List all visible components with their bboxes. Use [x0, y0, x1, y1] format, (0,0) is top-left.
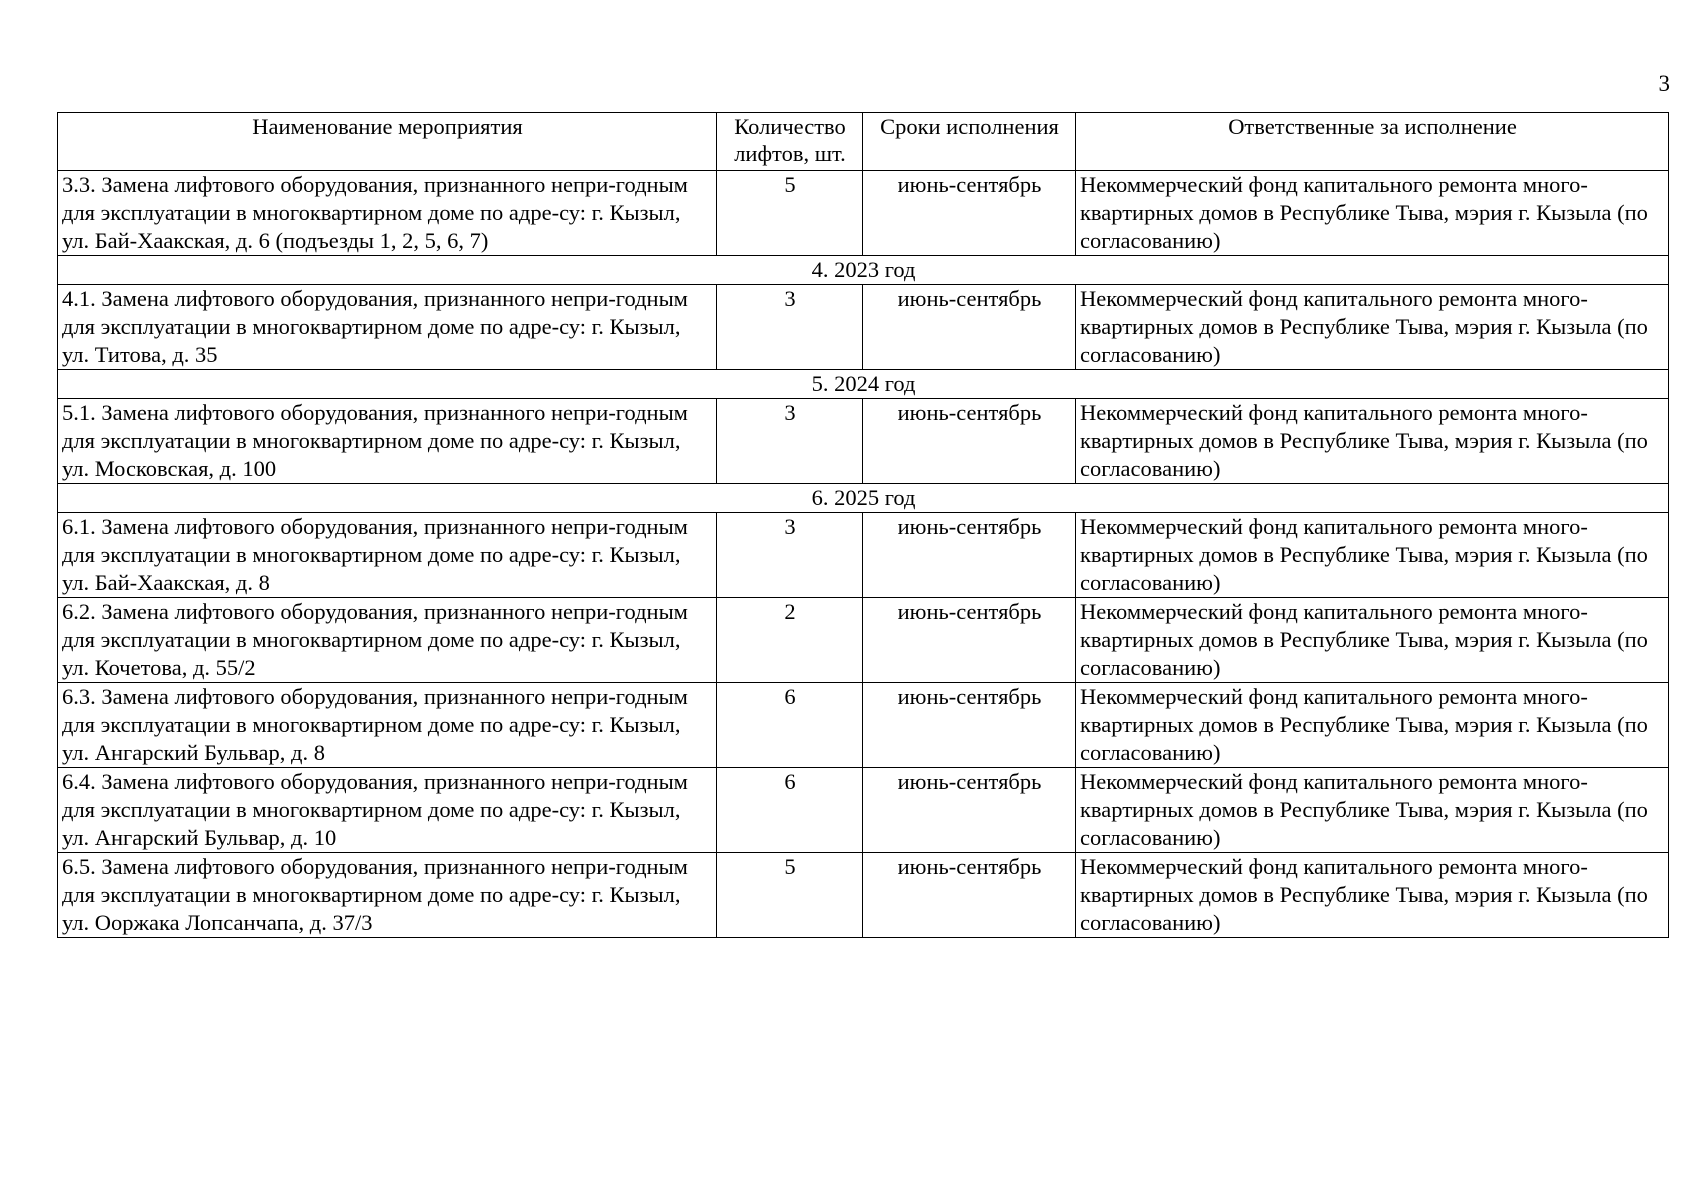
year-label: 4. 2023 год [58, 256, 1669, 285]
cell-qty: 3 [717, 399, 863, 484]
cell-term: июнь-сентябрь [863, 399, 1076, 484]
table-row [58, 683, 1669, 768]
cell-name: 3.3. Замена лифтового оборудования, признанного непри-годным для эксплуатации в многоквартирном доме по адре-су: г. Кызыл, ул. Бай-Хаакская, д. 6 (подъезды 1, 2, 5, 6, 7) [58, 171, 717, 256]
header-row [58, 113, 1669, 171]
cell-qty: 6 [717, 768, 863, 853]
cell-responsible: Некоммерческий фонд капитального ремонта много-квартирных домов в Республике Тыва, мэрия г. Кызыла (по согласованию) [1076, 853, 1669, 938]
cell-name: 6.2. Замена лифтового оборудования, признанного непри-годным для эксплуатации в многоквартирном доме по адре-су: г. Кызыл, ул. Кочетова, д. 55/2 [58, 598, 717, 683]
table-row [58, 768, 1669, 853]
page-number: 3 [1658, 71, 1670, 96]
cell-qty: 5 [717, 171, 863, 256]
table-row [58, 399, 1669, 484]
table-row [58, 598, 1669, 683]
measures-table [57, 112, 1669, 938]
cell-qty: 3 [717, 285, 863, 370]
table-header [58, 113, 1669, 171]
table-row [58, 853, 1669, 938]
header-name: Наименование мероприятия [58, 113, 717, 171]
year-label: 6. 2025 год [58, 484, 1669, 513]
year-row [58, 484, 1669, 513]
cell-term: июнь-сентябрь [863, 853, 1076, 938]
cell-term: июнь-сентябрь [863, 285, 1076, 370]
cell-name: 6.1. Замена лифтового оборудования, признанного непри-годным для эксплуатации в многоквартирном доме по адре-су: г. Кызыл, ул. Бай-Хаакская, д. 8 [58, 513, 717, 598]
table-body [58, 171, 1669, 938]
cell-responsible: Некоммерческий фонд капитального ремонта много-квартирных домов в Республике Тыва, мэрия г. Кызыла (по согласованию) [1076, 399, 1669, 484]
cell-responsible: Некоммерческий фонд капитального ремонта много-квартирных домов в Республике Тыва, мэрия г. Кызыла (по согласованию) [1076, 171, 1669, 256]
cell-term: июнь-сентябрь [863, 171, 1076, 256]
cell-term: июнь-сентябрь [863, 513, 1076, 598]
cell-term: июнь-сентябрь [863, 768, 1076, 853]
header-term: Сроки исполнения [863, 113, 1076, 171]
year-row [58, 256, 1669, 285]
year-row [58, 370, 1669, 399]
cell-name: 4.1. Замена лифтового оборудования, признанного непри-годным для эксплуатации в многоквартирном доме по адре-су: г. Кызыл, ул. Титова, д. 35 [58, 285, 717, 370]
cell-name: 6.4. Замена лифтового оборудования, признанного непри-годным для эксплуатации в многоквартирном доме по адре-су: г. Кызыл, ул. Ангарский Бульвар, д. 10 [58, 768, 717, 853]
cell-name: 6.5. Замена лифтового оборудования, признанного непри-годным для эксплуатации в многоквартирном доме по адре-су: г. Кызыл, ул. Ооржака Лопсанчапа, д. 37/3 [58, 853, 717, 938]
table-row [58, 285, 1669, 370]
table-row [58, 171, 1669, 256]
cell-term: июнь-сентябрь [863, 683, 1076, 768]
cell-responsible: Некоммерческий фонд капитального ремонта много-квартирных домов в Республике Тыва, мэрия г. Кызыла (по согласованию) [1076, 598, 1669, 683]
cell-responsible: Некоммерческий фонд капитального ремонта много-квартирных домов в Республике Тыва, мэрия г. Кызыла (по согласованию) [1076, 768, 1669, 853]
cell-name: 6.3. Замена лифтового оборудования, признанного непри-годным для эксплуатации в многоквартирном доме по адре-су: г. Кызыл, ул. Ангарский Бульвар, д. 8 [58, 683, 717, 768]
table-row [58, 513, 1669, 598]
cell-responsible: Некоммерческий фонд капитального ремонта много-квартирных домов в Республике Тыва, мэрия г. Кызыла (по согласованию) [1076, 683, 1669, 768]
cell-qty: 6 [717, 683, 863, 768]
cell-qty: 5 [717, 853, 863, 938]
header-qty: Количество лифтов, шт. [717, 113, 863, 171]
cell-name: 5.1. Замена лифтового оборудования, признанного непри-годным для эксплуатации в многоквартирном доме по адре-су: г. Кызыл, ул. Московская, д. 100 [58, 399, 717, 484]
cell-responsible: Некоммерческий фонд капитального ремонта много-квартирных домов в Республике Тыва, мэрия г. Кызыла (по согласованию) [1076, 513, 1669, 598]
cell-term: июнь-сентябрь [863, 598, 1076, 683]
cell-qty: 3 [717, 513, 863, 598]
header-responsible: Ответственные за исполнение [1076, 113, 1669, 171]
cell-qty: 2 [717, 598, 863, 683]
year-label: 5. 2024 год [58, 370, 1669, 399]
cell-responsible: Некоммерческий фонд капитального ремонта много-квартирных домов в Республике Тыва, мэрия г. Кызыла (по согласованию) [1076, 285, 1669, 370]
